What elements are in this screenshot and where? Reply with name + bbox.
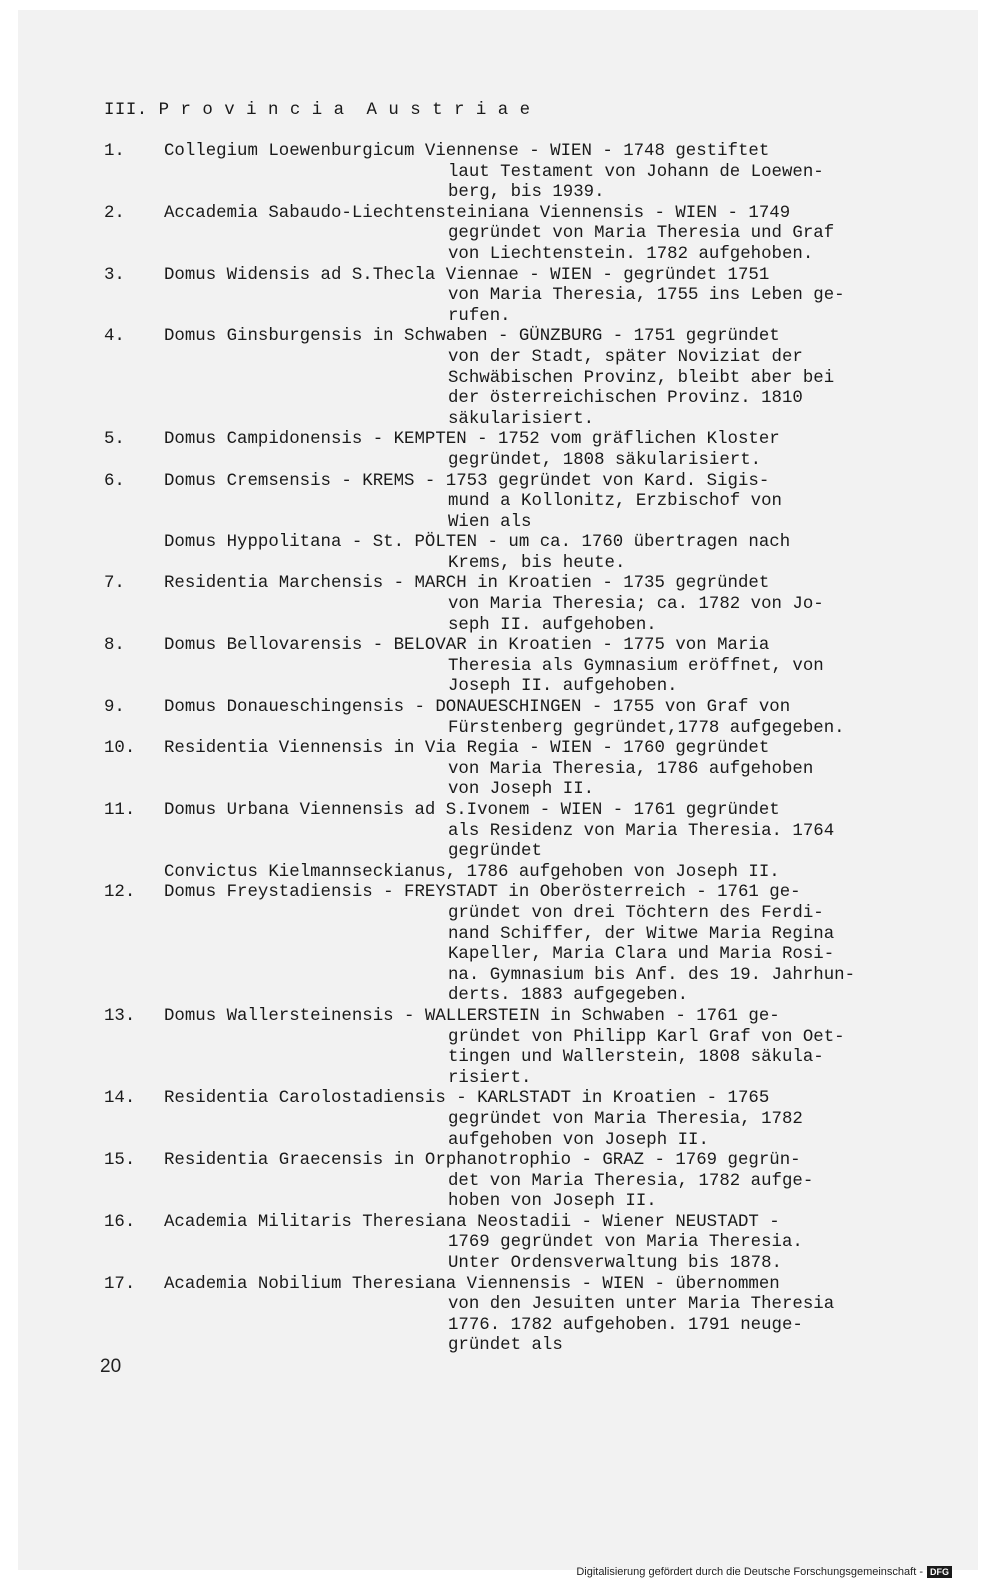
entry-continuation-line: gründet von Philipp Karl Graf von Oet- xyxy=(448,1027,845,1047)
entry-continuation-line: gründet von drei Töchtern des Ferdi- xyxy=(448,903,824,923)
dfg-logo: DFG xyxy=(927,1566,952,1578)
entry-title-line: Collegium Loewenburgicum Viennense - WIEN - 1748 gestiftet xyxy=(164,142,770,161)
entry-continuation-line: 1776. 1782 aufgehoben. 1791 neuge- xyxy=(448,1315,803,1335)
entry-continuation-line: Theresia als Gymnasium eröffnet, von xyxy=(448,656,824,676)
list-item xyxy=(104,430,944,471)
entry-continuation-line: seph II. aufgehoben. xyxy=(448,615,657,635)
entry-continuation-line: Schwäbischen Provinz, bleibt aber bei xyxy=(448,368,835,388)
entry-continuation-line: aufgehoben von Joseph II. xyxy=(448,1130,709,1150)
entry-continuation-line: Unter Ordensverwaltung bis 1878. xyxy=(448,1254,782,1274)
entry-continuation-line: derts. 1883 aufgegeben. xyxy=(448,986,689,1006)
page-heading: III. P r o v i n c i a A u s t r i a e xyxy=(104,101,531,120)
list-item xyxy=(104,1089,944,1151)
entry-title-line: Domus Bellovarensis - BELOVAR in Kroatien - 1775 von Maria xyxy=(164,636,770,656)
entry-continuation-line: risiert. xyxy=(448,1068,532,1088)
entry-continuation-line: von der Stadt, später Noviziat der xyxy=(448,347,803,367)
entry-continuation-line: det von Maria Theresia, 1782 aufge- xyxy=(448,1171,814,1191)
entry-continuation-line: von Joseph II. xyxy=(448,780,595,800)
footer xyxy=(576,1566,952,1578)
entry-number: 7. xyxy=(104,574,125,594)
entry-number: 6. xyxy=(104,471,125,491)
entry-continuation-line: gegründet xyxy=(448,842,542,862)
entry-continuation-line: von Maria Theresia; ca. 1782 von Jo- xyxy=(448,595,824,615)
entry-list xyxy=(104,142,944,1357)
entry-title-line: Residentia Viennensis in Via Regia - WIEN - 1760 gegründet xyxy=(164,739,770,759)
entry-title-line: Academia Nobilium Theresiana Viennensis - WIEN - übernommen xyxy=(164,1274,780,1294)
entry-continuation-line: Fürstenberg gegründet,1778 aufgegeben. xyxy=(448,718,845,738)
list-item xyxy=(104,574,944,636)
footer-text: Digitalisierung gefördert durch die Deutsche Forschungsgemeinschaft - xyxy=(576,1566,923,1578)
list-item xyxy=(104,698,944,739)
entry-secondary-line: Convictus Kielmannseckianus, 1786 aufgehoben von Joseph II. xyxy=(164,862,780,882)
list-item xyxy=(104,204,944,266)
entry-number: 8. xyxy=(104,636,125,656)
entry-number: 10. xyxy=(104,739,136,759)
entry-title-line: Residentia Graecensis in Orphanotrophio - GRAZ - 1769 gegrün- xyxy=(164,1151,801,1171)
entry-title-line: Domus Donaueschingensis - DONAUESCHINGEN - 1755 von Graf von xyxy=(164,698,791,718)
entry-number: 13. xyxy=(104,1006,136,1026)
list-item xyxy=(104,1151,944,1213)
entry-continuation-line: na. Gymnasium bis Anf. des 19. Jahrhun- xyxy=(448,965,856,985)
entry-continuation-line: von Liechtenstein. 1782 aufgehoben. xyxy=(448,244,814,264)
entry-number: 17. xyxy=(104,1274,136,1294)
entry-continuation-line: von den Jesuiten unter Maria Theresia xyxy=(448,1295,835,1315)
entry-number: 1. xyxy=(104,142,125,161)
entry-title-line: Domus Urbana Viennensis ad S.Ivonem - WIEN - 1761 gegründet xyxy=(164,801,780,820)
entry-continuation-line: von Maria Theresia, 1786 aufgehoben xyxy=(448,759,814,779)
entry-continuation-line: Wien als xyxy=(448,512,532,532)
entry-number: 16. xyxy=(104,1212,136,1232)
entry-continuation-line: rufen. xyxy=(448,306,511,326)
list-item xyxy=(104,1007,944,1089)
entry-continuation-line: berg, bis 1939. xyxy=(448,183,605,203)
entry-number: 5. xyxy=(104,430,125,450)
entry-continuation-line: gründet als xyxy=(448,1336,563,1356)
entry-continuation-line: tingen und Wallerstein, 1808 säkula- xyxy=(448,1048,824,1068)
entry-title-line: Accademia Sabaudo-Liechtensteiniana Viennensis - WIEN - 1749 xyxy=(164,203,791,223)
entry-title-line: Academia Militaris Theresiana Neostadii - Wiener NEUSTADT - xyxy=(164,1212,780,1232)
entry-number: 15. xyxy=(104,1151,136,1171)
entry-title-line: Domus Cremsensis - KREMS - 1753 gegründet von Kard. Sigis- xyxy=(164,471,770,491)
list-item xyxy=(104,801,944,883)
entry-title-line: Domus Widensis ad S.Thecla Viennae - WIEN - gegründet 1751 xyxy=(164,265,770,285)
entry-secondary-line: Domus Hyppolitana - St. PÖLTEN - um ca. 1760 übertragen nach xyxy=(164,533,791,553)
entry-continuation-line: laut Testament von Johann de Loewen- xyxy=(448,162,824,182)
entry-continuation-line: Joseph II. aufgehoben. xyxy=(448,677,678,697)
entry-continuation-line: als Residenz von Maria Theresia. 1764 xyxy=(448,821,835,841)
entry-continuation-line: Kapeller, Maria Clara und Maria Rosi- xyxy=(448,945,835,965)
entry-number: 2. xyxy=(104,203,125,223)
list-item xyxy=(104,1275,944,1357)
entry-continuation-line: 1769 gegründet von Maria Theresia. xyxy=(448,1233,803,1253)
list-item xyxy=(104,1213,944,1275)
page-number: 20 xyxy=(100,1356,122,1377)
entry-continuation-line: Krems, bis heute. xyxy=(448,553,626,573)
entry-title-line: Domus Ginsburgensis in Schwaben - GÜNZBURG - 1751 gegründet xyxy=(164,327,780,347)
list-item xyxy=(104,266,944,328)
entry-continuation-line: von Maria Theresia, 1755 ins Leben ge- xyxy=(448,286,845,306)
entry-continuation-line: nand Schiffer, der Witwe Maria Regina xyxy=(448,924,835,944)
list-item xyxy=(104,883,944,1007)
entry-number: 14. xyxy=(104,1089,136,1109)
list-item xyxy=(104,739,944,801)
entry-title-line: Domus Wallersteinensis - WALLERSTEIN in Schwaben - 1761 ge- xyxy=(164,1006,780,1026)
entry-continuation-line: hoben von Joseph II. xyxy=(448,1192,657,1212)
list-item xyxy=(104,142,944,204)
entry-number: 12. xyxy=(104,883,136,903)
entry-continuation-line: gegründet von Maria Theresia und Graf xyxy=(448,224,835,244)
entry-number: 4. xyxy=(104,327,125,347)
entry-number: 9. xyxy=(104,698,125,718)
entry-continuation-line: der österreichischen Provinz. 1810 xyxy=(448,389,803,409)
entry-title-line: Domus Campidonensis - KEMPTEN - 1752 vom gräflichen Kloster xyxy=(164,430,780,450)
entry-continuation-line: mund a Kollonitz, Erzbischof von xyxy=(448,492,782,512)
list-item xyxy=(104,327,944,430)
entry-title-line: Domus Freystadiensis - FREYSTADT in Oberösterreich - 1761 ge- xyxy=(164,883,801,903)
entry-continuation-line: gegründet, 1808 säkularisiert. xyxy=(448,450,762,470)
list-item xyxy=(104,472,944,575)
entry-continuation-line: gegründet von Maria Theresia, 1782 xyxy=(448,1109,803,1129)
entry-number: 3. xyxy=(104,265,125,285)
entry-number: 11. xyxy=(104,801,136,820)
entry-title-line: Residentia Carolostadiensis - KARLSTADT in Kroatien - 1765 xyxy=(164,1089,770,1109)
entry-continuation-line: säkularisiert. xyxy=(448,409,595,429)
entry-title-line: Residentia Marchensis - MARCH in Kroatien - 1735 gegründet xyxy=(164,574,770,594)
list-item xyxy=(104,636,944,698)
